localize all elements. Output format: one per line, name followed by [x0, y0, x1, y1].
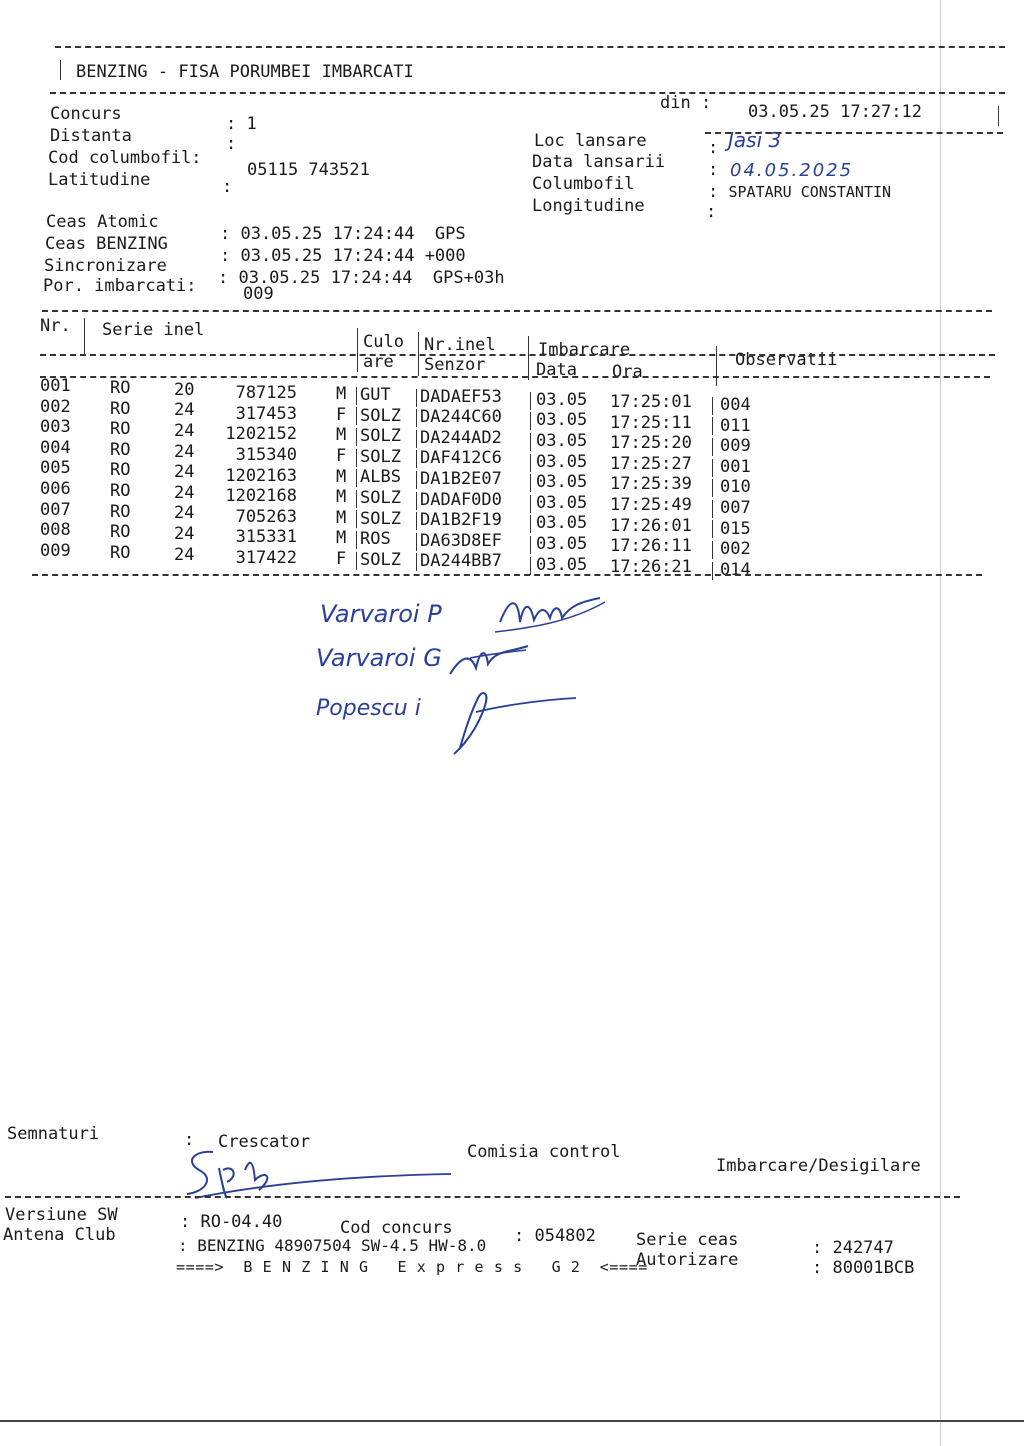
cell-year: 24 [174, 400, 195, 421]
cell-country: RO [110, 419, 131, 440]
cell-color: ALBS [360, 467, 401, 488]
cell-country: RO [110, 377, 131, 398]
cell-nr: 007 [40, 499, 71, 520]
divider-footer [5, 1196, 960, 1198]
cell-color: SOLZ [360, 446, 401, 467]
autorizare-value: : 80001BCB [812, 1258, 915, 1278]
cell-sex: M [336, 425, 347, 446]
row-sep-color [416, 533, 417, 551]
row-sep-obs [712, 562, 713, 580]
cell-obs: 004 [720, 395, 751, 416]
cell-country: RO [110, 522, 131, 543]
cell-sensor: DA1B2F19 [420, 510, 502, 531]
cell-sensor: DA63D8EF [420, 530, 502, 551]
row-sep-color [416, 450, 417, 468]
cell-country: RO [110, 460, 131, 481]
cell-date: 03.05 [536, 389, 588, 410]
signature-1 [490, 592, 610, 642]
ceas-atomic-label: Ceas Atomic [46, 212, 159, 232]
header-bar-right [998, 106, 999, 126]
header-bar [60, 60, 61, 80]
cell-nr: 002 [40, 396, 71, 417]
cell-year: 24 [174, 544, 195, 565]
cell-year: 24 [174, 441, 195, 462]
row-sep-sensor [530, 392, 531, 410]
row-sep-obs [712, 438, 713, 456]
col-header-ora: Ora [612, 362, 643, 382]
cell-obs: 011 [720, 415, 751, 436]
cell-obs: 014 [720, 559, 751, 580]
divider-header [50, 92, 1005, 94]
row-sep-sensor [530, 495, 531, 513]
row-sep-sensor [530, 474, 531, 492]
cell-sensor: DA244C60 [420, 407, 502, 428]
row-sep-color [416, 492, 417, 510]
handwritten-name-2: Varvaroi G [316, 644, 442, 672]
row-sep-sex [356, 510, 357, 528]
row-sep-sensor [530, 433, 531, 451]
cell-color: SOLZ [360, 487, 401, 508]
paper-bottom-edge [0, 1420, 1024, 1422]
autorizare-label: Autorizare [636, 1250, 739, 1270]
row-sep-sensor [530, 515, 531, 533]
cell-year: 24 [174, 420, 195, 441]
cell-sensor: DAF412C6 [420, 448, 502, 469]
cell-date: 03.05 [536, 492, 588, 513]
longitudine-value: : [706, 202, 717, 222]
row-sep-obs [712, 541, 713, 559]
cell-ring: 317453 [235, 403, 297, 424]
semnaturi-colon: : [184, 1130, 195, 1150]
loc-lansare-value: Jasi 3 [728, 128, 782, 152]
row-sep-obs [712, 479, 713, 497]
cell-sensor: DA1B2E07 [420, 469, 502, 490]
cell-obs: 007 [720, 498, 751, 519]
cell-nr: 004 [40, 437, 71, 458]
row-sep-sex [356, 531, 357, 549]
cell-sensor: DADAEF53 [420, 386, 502, 407]
cell-country: RO [110, 439, 131, 460]
cell-time: 17:26:21 [610, 556, 692, 577]
row-sep-color [416, 389, 417, 407]
cell-ring: 315331 [235, 527, 297, 548]
columbofil-value: : SPATARU CONSTANTIN [708, 182, 892, 202]
row-sep-sex [356, 407, 357, 425]
latitudine-label: Latitudine [48, 170, 151, 190]
row-sep-sex [356, 552, 357, 570]
divider-table-mid [40, 354, 995, 356]
col-header-observatii: Observatii [735, 350, 838, 370]
cell-color: SOLZ [360, 405, 401, 426]
row-sep-obs [712, 397, 713, 415]
cell-date: 03.05 [536, 554, 588, 575]
serie-ceas-label: Serie ceas [636, 1230, 739, 1250]
cell-date: 03.05 [536, 431, 588, 452]
cell-obs: 002 [720, 539, 751, 560]
cell-sex: M [336, 384, 347, 405]
cell-obs: 009 [720, 436, 751, 457]
cell-sensor: DA244AD2 [420, 427, 502, 448]
cod-concurs-value: : 054802 [514, 1226, 596, 1246]
cell-obs: 001 [720, 456, 751, 477]
distanta-value: : [226, 134, 237, 154]
sincronizare-label: Sincronizare [44, 256, 167, 276]
col-header-culoare-1: Culo [363, 332, 404, 352]
cell-sex: M [336, 466, 347, 487]
row-sep-sex [356, 490, 357, 508]
cell-date: 03.05 [536, 534, 588, 555]
col-header-nrinel-2: Senzor [424, 355, 486, 375]
row-sep-sensor [530, 557, 531, 575]
cell-nr: 005 [40, 458, 71, 479]
loc-lansare-colon: : [708, 138, 719, 158]
antena-club-value: : BENZING 48907504 SW-4.5 HW-8.0 [178, 1236, 487, 1255]
cell-ring: 315340 [235, 444, 297, 465]
concurs-label: Concurs [50, 104, 122, 124]
signature-3 [440, 684, 580, 764]
antena-club-label: Antena Club [3, 1225, 116, 1245]
distanta-label: Distanta [50, 126, 132, 146]
comisia-control-label: Comisia control [467, 1142, 621, 1162]
divider-top [55, 46, 1005, 48]
cell-date: 03.05 [536, 472, 588, 493]
row-sep-sensor [530, 412, 531, 430]
col-sep-serie [357, 328, 358, 372]
por-imbarcati-value: 009 [243, 284, 274, 304]
ceas-benzing-label: Ceas BENZING [45, 234, 168, 254]
cell-nr: 001 [40, 376, 71, 396]
longitudine-label: Longitudine [532, 196, 645, 216]
cell-nr: 009 [40, 540, 71, 561]
cell-date: 03.05 [536, 410, 588, 431]
data-lansarii-label: Data lansarii [532, 152, 666, 172]
divider-table-top [42, 310, 992, 312]
paper-edge-line [940, 0, 941, 1446]
row-sep-obs [712, 520, 713, 538]
row-sep-sensor [530, 454, 531, 472]
handwritten-name-1: Varvaroi P [320, 600, 442, 628]
data-lansarii-value: 04.05.2025 [730, 160, 854, 181]
cell-nr: 008 [40, 520, 71, 541]
cell-time: 17:25:39 [610, 474, 692, 495]
cell-year: 24 [174, 462, 195, 483]
cell-time: 17:25:49 [610, 494, 692, 515]
ceas-atomic-value: : 03.05.25 17:24:44 GPS [220, 224, 466, 244]
cell-time: 17:25:20 [610, 433, 692, 454]
row-sep-sex [356, 449, 357, 467]
cell-nr: 006 [40, 479, 71, 499]
benzing-express-line: ====> B E N Z I N G E x p r e s s G 2 <==== [176, 1258, 648, 1276]
latitudine-value: : [222, 177, 233, 197]
signature-2 [440, 638, 530, 688]
loc-lansare-label: Loc lansare [534, 131, 647, 151]
cell-sex: F [336, 404, 347, 425]
cell-ring: 317422 [235, 547, 297, 568]
columbofil-name: SPATARU CONSTANTIN [728, 183, 892, 201]
divider-table-bottom [32, 574, 982, 576]
cell-nr: 003 [40, 417, 71, 438]
col-header-culoare-2: are [363, 352, 394, 372]
cell-country: RO [110, 398, 131, 419]
cell-ring: 1202163 [225, 465, 297, 486]
cell-sex: M [336, 507, 347, 528]
cell-time: 17:26:01 [610, 515, 692, 536]
col-header-serie: Serie inel [102, 320, 205, 340]
por-imbarcati-label: Por. imbarcati: [43, 276, 197, 296]
cell-time: 17:25:11 [610, 412, 692, 433]
row-sep-obs [712, 417, 713, 435]
cell-ring: 705263 [235, 506, 297, 527]
cell-obs: 010 [720, 477, 751, 498]
cell-year: 20 [174, 379, 195, 400]
cell-sex: M [336, 528, 347, 549]
crescator-label: Crescator [218, 1132, 311, 1152]
cell-time: 17:26:11 [610, 536, 692, 557]
cell-color: SOLZ [360, 426, 401, 447]
din-value: 03.05.25 17:27:12 [748, 102, 922, 122]
cell-color: SOLZ [360, 549, 401, 570]
col-header-imbarcare: Imbarcare [538, 340, 631, 360]
din-label: din : [660, 93, 712, 113]
row-sep-color [416, 553, 417, 571]
cell-sex: M [336, 487, 347, 508]
cell-color: SOLZ [360, 508, 401, 529]
cell-ring: 787125 [235, 383, 297, 404]
row-sep-color [416, 430, 417, 448]
row-sep-sex [356, 387, 357, 405]
columbofil-label: Columbofil [532, 174, 635, 194]
cell-sex: F [336, 549, 347, 570]
serie-ceas-value: : 242747 [812, 1238, 894, 1258]
col-header-nr: Nr. [40, 316, 71, 336]
divider-table-head-bottom [40, 376, 990, 378]
imbarcare-desigilare-label: Imbarcare/Desigilare [716, 1156, 921, 1176]
cell-ring: 1202152 [225, 424, 297, 445]
row-sep-color [416, 409, 417, 427]
row-sep-sex [356, 469, 357, 487]
versiune-sw-label: Versiune SW [5, 1205, 118, 1225]
col-header-nrinel-1: Nr.inel [424, 335, 496, 355]
document-title: BENZING - FISA PORUMBEI IMBARCATI [76, 62, 414, 82]
cell-color: ROS [360, 529, 391, 550]
cod-columbofil-value: 05115 743521 [247, 160, 370, 180]
row-sep-obs [712, 500, 713, 518]
cell-time: 17:25:27 [610, 453, 692, 474]
cell-sex: F [336, 446, 347, 467]
cell-date: 03.05 [536, 513, 588, 534]
cell-country: RO [110, 542, 131, 563]
col-sep-imbarcare [716, 346, 717, 386]
row-sep-sensor [530, 536, 531, 554]
cod-columbofil-label: Cod columbofil: [48, 148, 202, 168]
signature-crescator [175, 1140, 455, 1210]
cell-date: 03.05 [536, 451, 588, 472]
versiune-sw-value: : RO-04.40 [180, 1212, 283, 1232]
col-header-data: Data [536, 360, 577, 380]
cell-sensor: DADAF0D0 [420, 489, 502, 510]
cell-year: 24 [174, 523, 195, 544]
concurs-value: : 1 [226, 114, 257, 134]
cell-year: 24 [174, 503, 195, 524]
cell-year: 24 [174, 482, 195, 503]
row-sep-color [416, 471, 417, 489]
cell-country: RO [110, 480, 131, 501]
sincronizare-value: : 03.05.25 17:24:44 GPS+03h [218, 268, 505, 288]
cell-time: 17:25:01 [610, 391, 692, 412]
cell-ring: 1202168 [225, 486, 297, 507]
handwritten-name-3: Popescu i [316, 696, 421, 721]
cell-color: GUT [360, 384, 391, 405]
col-sep-nr [84, 318, 85, 354]
row-sep-obs [712, 459, 713, 477]
data-lansarii-colon: : [708, 160, 719, 180]
row-sep-sex [356, 428, 357, 446]
col-sep-nrinel [528, 336, 529, 380]
cell-country: RO [110, 501, 131, 522]
cod-concurs-label: Cod concurs [340, 1218, 453, 1238]
semnaturi-label: Semnaturi [7, 1124, 100, 1144]
row-sep-color [416, 512, 417, 530]
ceas-benzing-value: : 03.05.25 17:24:44 +000 [220, 246, 466, 266]
cell-obs: 015 [720, 518, 751, 539]
cell-sensor: DA244BB7 [420, 551, 502, 572]
